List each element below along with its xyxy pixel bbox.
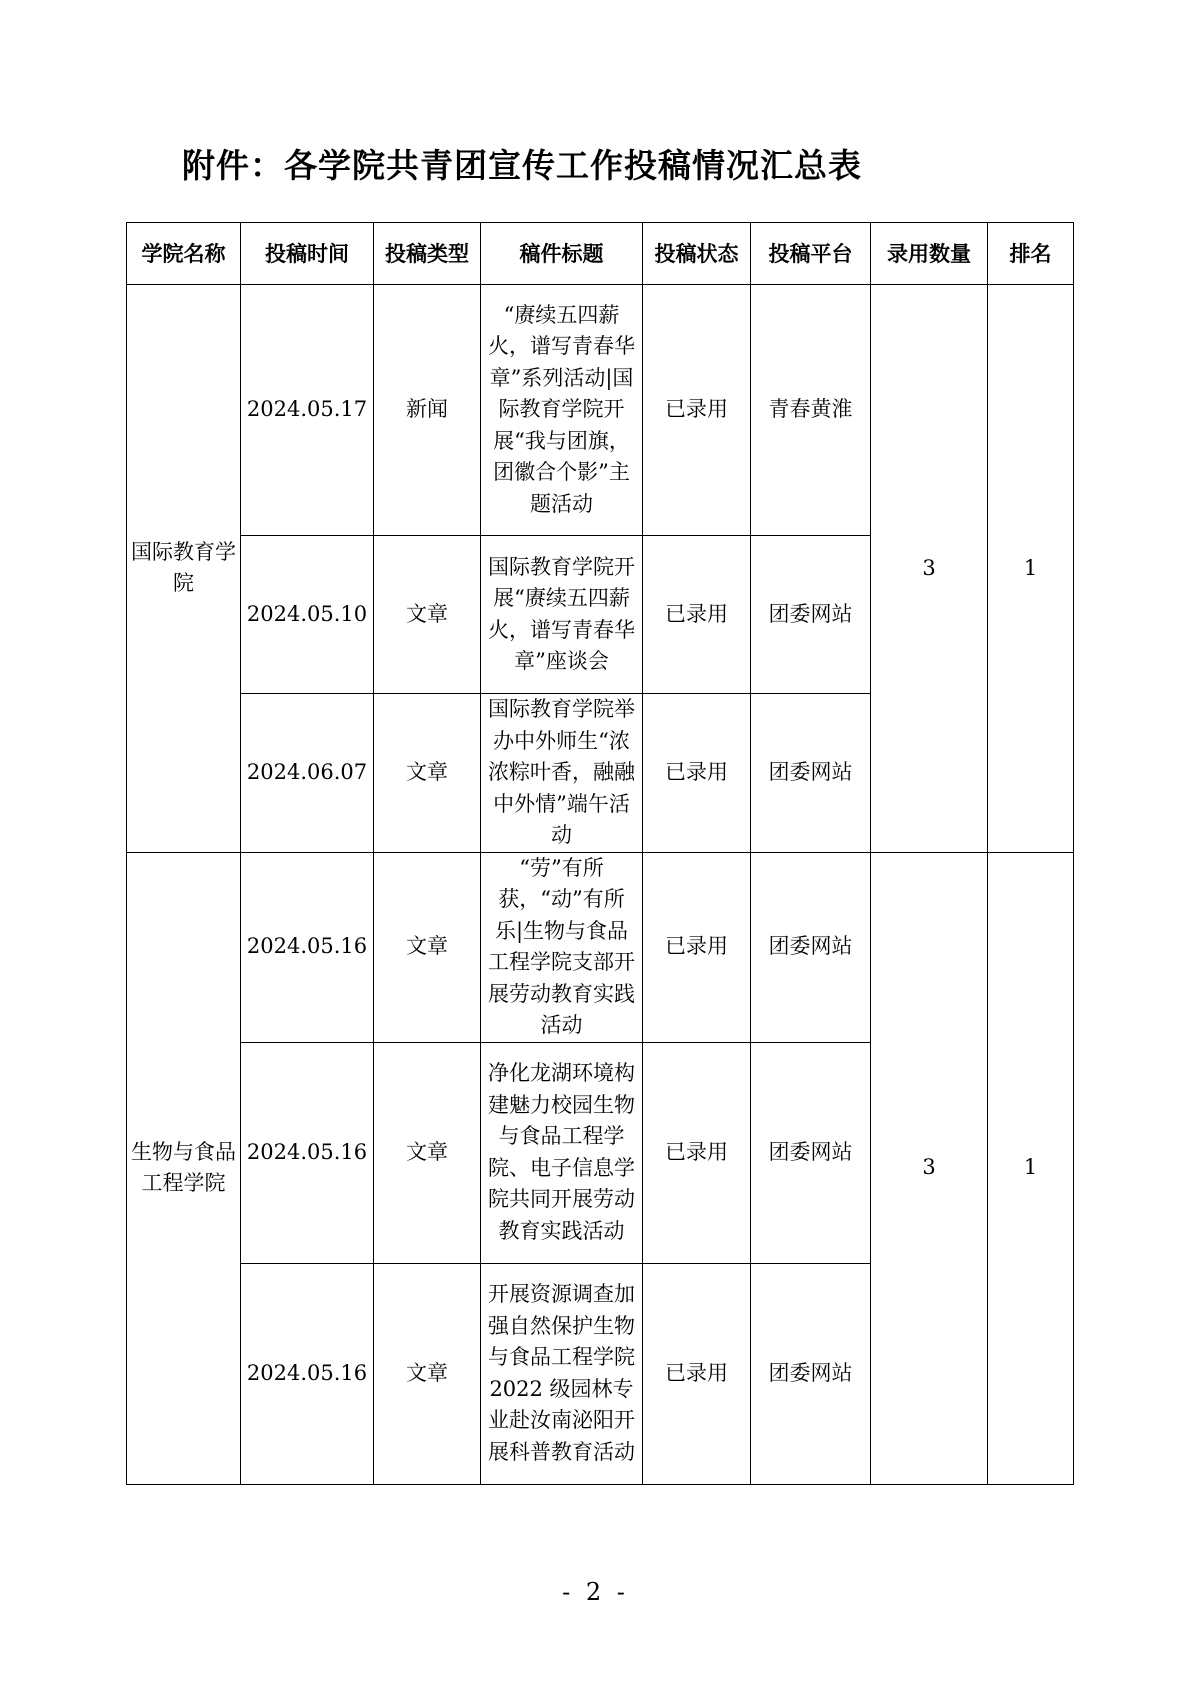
college-name: 生物与食品工程学院 [127, 852, 241, 1484]
rank: 1 [988, 285, 1074, 853]
header-title: 稿件标题 [481, 223, 643, 285]
header-rank: 排名 [988, 223, 1074, 285]
submission-status: 已录用 [643, 694, 751, 853]
submission-status: 已录用 [643, 1042, 751, 1263]
header-type: 投稿类型 [374, 223, 481, 285]
submission-platform: 团委网站 [751, 852, 871, 1042]
submission-date: 2024.05.16 [241, 1263, 374, 1484]
accepted-count: 3 [871, 285, 988, 853]
page-title: 附件：各学院共青团宣传工作投稿情况汇总表 [182, 146, 862, 185]
article-title: 开展资源调查加强自然保护生物与食品工程学院 2022 级园林专业赴汝南泌阳开展科普教育活动 [481, 1263, 643, 1484]
submission-type: 文章 [374, 1042, 481, 1263]
submission-date: 2024.05.16 [241, 852, 374, 1042]
article-title: 国际教育学院开展“赓续五四薪火，谱写青春华章”座谈会 [481, 536, 643, 694]
submission-platform: 青春黄淮 [751, 285, 871, 536]
header-college: 学院名称 [127, 223, 241, 285]
header-accepted-count: 录用数量 [871, 223, 988, 285]
table-row [127, 285, 1074, 536]
submission-status: 已录用 [643, 285, 751, 536]
summary-table [126, 222, 1074, 1485]
submission-platform: 团委网站 [751, 536, 871, 694]
college-name: 国际教育学院 [127, 285, 241, 853]
header-row [127, 223, 1074, 285]
submission-type: 新闻 [374, 285, 481, 536]
submission-date: 2024.06.07 [241, 694, 374, 853]
submission-type: 文章 [374, 1263, 481, 1484]
submission-platform: 团委网站 [751, 1263, 871, 1484]
page-number: - 2 - [562, 1578, 629, 1606]
article-title: 净化龙湖环境构建魅力校园生物与食品工程学院、电子信息学院共同开展劳动教育实践活动 [481, 1042, 643, 1263]
article-title: “劳”有所获，“动”有所乐|生物与食品工程学院支部开展劳动教育实践活动 [481, 852, 643, 1042]
article-title: “赓续五四薪火，谱写青春华章”系列活动|国际教育学院开展“我与团旗，团徽合个影”主题活动 [481, 285, 643, 536]
submission-date: 2024.05.16 [241, 1042, 374, 1263]
submission-date: 2024.05.17 [241, 285, 374, 536]
submission-status: 已录用 [643, 536, 751, 694]
header-date: 投稿时间 [241, 223, 374, 285]
submission-type: 文章 [374, 536, 481, 694]
submission-platform: 团委网站 [751, 1042, 871, 1263]
accepted-count: 3 [871, 852, 988, 1484]
submission-type: 文章 [374, 852, 481, 1042]
submission-platform: 团委网站 [751, 694, 871, 853]
header-platform: 投稿平台 [751, 223, 871, 285]
table-row [127, 852, 1074, 1042]
rank: 1 [988, 852, 1074, 1484]
submission-status: 已录用 [643, 852, 751, 1042]
header-status: 投稿状态 [643, 223, 751, 285]
submission-date: 2024.05.10 [241, 536, 374, 694]
article-title: 国际教育学院举办中外师生“浓浓粽叶香，融融中外情”端午活动 [481, 694, 643, 853]
submission-status: 已录用 [643, 1263, 751, 1484]
submission-type: 文章 [374, 694, 481, 853]
